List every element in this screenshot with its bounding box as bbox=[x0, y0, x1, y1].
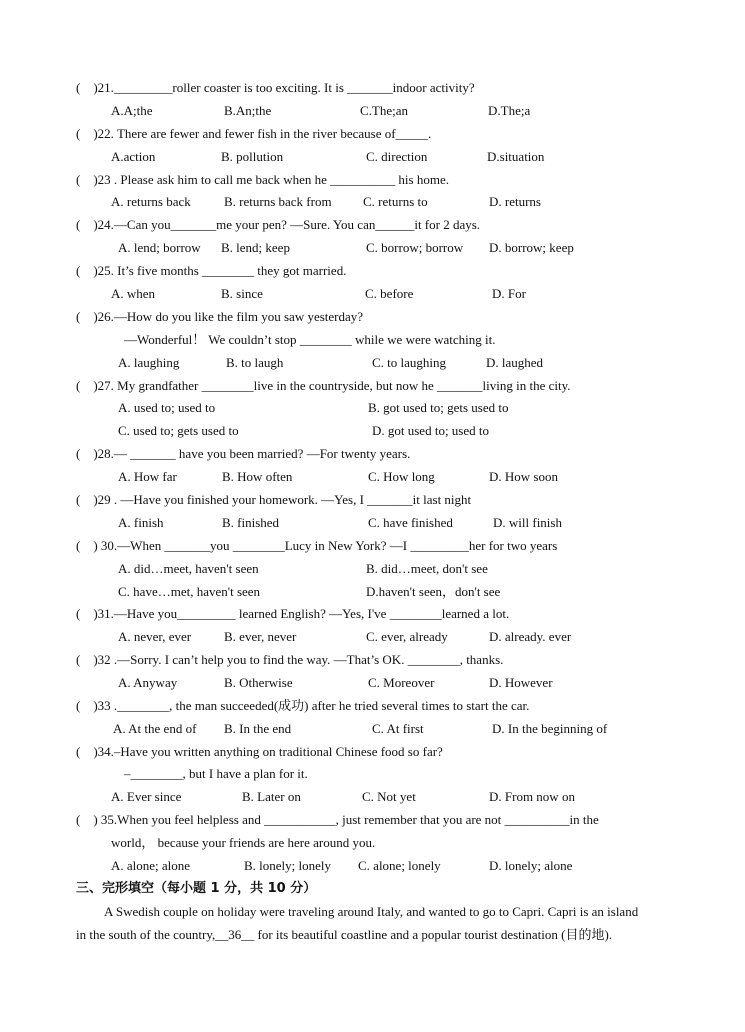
option-d: D. returns bbox=[489, 194, 541, 209]
passage-line-2 bbox=[76, 927, 612, 943]
option-c: C. returns to bbox=[363, 194, 428, 209]
option-b: B. to laugh bbox=[226, 355, 284, 370]
option-c: C. Not yet bbox=[362, 789, 416, 804]
option-d: D. lonely; alone bbox=[489, 858, 573, 873]
question-35 bbox=[76, 812, 670, 828]
question-number: ( )25. bbox=[76, 263, 114, 278]
question-text: There are fewer and fewer fish in the river because of_____. bbox=[116, 126, 432, 141]
option-c: C. used to; gets used to bbox=[118, 423, 239, 438]
question-25 bbox=[76, 263, 346, 279]
question-number: ( )22. bbox=[76, 126, 114, 141]
option-b: B. got used to; gets used to bbox=[368, 400, 509, 415]
question-text: —Have you_________ learned English? —Yes, I've ________learned a lot. bbox=[113, 606, 510, 621]
option-d: D. got used to; used to bbox=[372, 423, 489, 438]
option-a: A. How far bbox=[118, 469, 177, 484]
question-number: ( )27. bbox=[76, 378, 114, 393]
question-31 bbox=[76, 606, 509, 622]
option-c: C. before bbox=[365, 286, 414, 301]
question-number: ( ) 35. bbox=[76, 812, 118, 827]
question-30 bbox=[76, 538, 557, 554]
option-a: A. returns back bbox=[111, 194, 191, 209]
question-number: ( )24. bbox=[76, 217, 114, 232]
option-a: A. At the end of bbox=[113, 721, 197, 736]
option-c: C. have…met, haven't seen bbox=[118, 584, 261, 599]
option-c: C. At first bbox=[372, 721, 424, 736]
question-text: —Have you finished your homework. —Yes, I _______it last night bbox=[120, 492, 472, 507]
option-a: A. alone; alone bbox=[111, 858, 191, 873]
question-number: ( )33 . bbox=[76, 698, 118, 713]
option-b: B. Later on bbox=[242, 789, 301, 804]
question-22 bbox=[76, 126, 431, 142]
option-b: B. Otherwise bbox=[224, 675, 293, 690]
question-27 bbox=[76, 378, 571, 394]
question-number: ( )26. bbox=[76, 309, 114, 324]
option-d: D. already. ever bbox=[489, 629, 572, 644]
question-number: ( )23 . bbox=[76, 172, 118, 187]
option-a: A. lend; borrow bbox=[118, 240, 201, 255]
question-text: When you feel helpless and ___________, just remember that you are not __________in the bbox=[117, 812, 599, 827]
option-b: B.An;the bbox=[224, 103, 272, 118]
option-a: A. when bbox=[111, 286, 156, 301]
option-b: B. lend; keep bbox=[221, 240, 290, 255]
option-c: C. ever, already bbox=[366, 629, 448, 644]
question-32 bbox=[76, 652, 503, 668]
passage-text: in the south of the country, bbox=[76, 927, 216, 942]
question-number: ( )29 . bbox=[76, 492, 118, 507]
option-a: A. did…meet, haven't seen bbox=[118, 561, 259, 576]
option-b: B. In the end bbox=[224, 721, 292, 736]
option-c: C. alone; lonely bbox=[358, 858, 441, 873]
option-c: C. How long bbox=[368, 469, 435, 484]
question-24 bbox=[76, 217, 480, 233]
question-number: ( )21. bbox=[76, 80, 114, 95]
question-26-line2: —Wonderful！ We couldn’t stop ________ while we were watching it. bbox=[124, 332, 496, 347]
question-28 bbox=[76, 446, 410, 462]
option-b: B. since bbox=[221, 286, 263, 301]
option-c: C. have finished bbox=[368, 515, 453, 530]
question-text: — _______ have you been married? —For twenty years. bbox=[113, 446, 411, 461]
question-number: ( )28. bbox=[76, 446, 114, 461]
passage-text: for its beautiful coastline and a popular tourist destination (目的地). bbox=[254, 927, 613, 942]
option-a: A. used to; used to bbox=[118, 400, 216, 415]
option-d: D. However bbox=[489, 675, 553, 690]
question-29 bbox=[76, 492, 471, 508]
section-heading: 三、完形填空（每小题 1 分，共 10 分） bbox=[76, 881, 317, 896]
option-d: D. borrow; keep bbox=[489, 240, 574, 255]
question-text: Please ask him to call me back when he __________ his home. bbox=[120, 172, 449, 187]
option-b: B. did…meet, don't see bbox=[366, 561, 488, 576]
option-b: B. returns back from bbox=[224, 194, 332, 209]
question-text: –Have you written anything on traditional Chinese food so far? bbox=[113, 744, 443, 759]
option-d: D. will finish bbox=[493, 515, 562, 530]
question-34-line2: –________, but I have a plan for it. bbox=[124, 766, 308, 781]
option-c: C. Moreover bbox=[368, 675, 435, 690]
option-d: D.haven't seen，don't see bbox=[366, 584, 501, 599]
question-text: My grandfather ________live in the countryside, but now he _______living in the city. bbox=[117, 378, 571, 393]
option-a: A. never, ever bbox=[118, 629, 192, 644]
question-text: —Can you_______me your pen? —Sure. You can______it for 2 days. bbox=[113, 217, 481, 232]
option-d: D. How soon bbox=[489, 469, 558, 484]
question-34 bbox=[76, 744, 443, 760]
option-b: B. ever, never bbox=[224, 629, 297, 644]
option-d: D.situation bbox=[487, 149, 545, 164]
option-b: B. lonely; lonely bbox=[244, 858, 332, 873]
option-c: C. to laughing bbox=[372, 355, 447, 370]
option-b: B. finished bbox=[222, 515, 280, 530]
question-21 bbox=[76, 80, 475, 96]
question-26 bbox=[76, 309, 363, 325]
option-d: D. From now on bbox=[489, 789, 575, 804]
question-text: —When _______you ________Lucy in New York? —I _________her for two years bbox=[117, 538, 558, 553]
question-23 bbox=[76, 172, 449, 188]
option-a: A.action bbox=[111, 149, 156, 164]
option-b: B. How often bbox=[222, 469, 293, 484]
option-c: C.The;an bbox=[360, 103, 409, 118]
question-text: —How do you like the film you saw yesterday? bbox=[113, 309, 364, 324]
question-text: —Sorry. I can’t help you to find the way. —That’s OK. ________, thanks. bbox=[117, 652, 504, 667]
option-a: A. Ever since bbox=[111, 789, 182, 804]
option-a: A. laughing bbox=[118, 355, 180, 370]
option-d: D. In the beginning of bbox=[492, 721, 608, 736]
question-35-line2: world， because your friends are here around you. bbox=[111, 835, 376, 850]
question-text: It’s five months ________ they got married. bbox=[117, 263, 347, 278]
option-a: A.A;the bbox=[111, 103, 153, 118]
question-number: ( )31. bbox=[76, 606, 114, 621]
question-number: ( ) 30. bbox=[76, 538, 118, 553]
question-number: ( )32 . bbox=[76, 652, 118, 667]
option-d: D. For bbox=[492, 286, 526, 301]
option-d: D. laughed bbox=[486, 355, 544, 370]
option-c: C. borrow; borrow bbox=[366, 240, 464, 255]
passage-line-1: A Swedish couple on holiday were traveling around Italy, and wanted to go to Capri. Capri is an island bbox=[104, 904, 639, 919]
question-33 bbox=[76, 698, 529, 714]
question-text: ________, the man succeeded(成功) after he tried several times to start the car. bbox=[117, 698, 530, 713]
question-number: ( )34. bbox=[76, 744, 114, 759]
passage-blank-36: __36__ bbox=[215, 927, 255, 942]
option-a: A. Anyway bbox=[118, 675, 178, 690]
option-d: D.The;a bbox=[488, 103, 531, 118]
option-c: C. direction bbox=[366, 149, 428, 164]
question-text: _________roller coaster is too exciting. It is _______indoor activity? bbox=[113, 80, 475, 95]
option-a: A. finish bbox=[118, 515, 164, 530]
option-b: B. pollution bbox=[221, 149, 284, 164]
